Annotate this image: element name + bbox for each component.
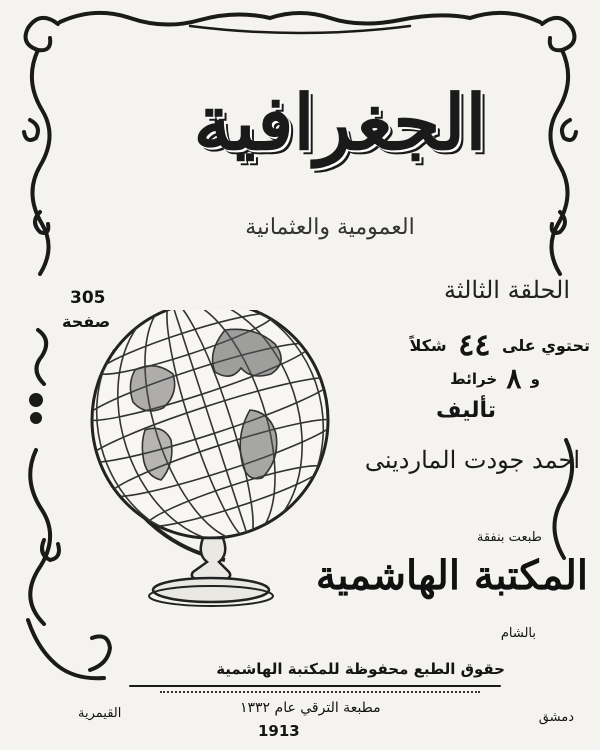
figures-word: شكلاً xyxy=(409,336,447,355)
maps-line xyxy=(450,362,540,395)
page-count-label: صفحة xyxy=(62,312,111,331)
printed-by-label: طبعت بنفقة xyxy=(476,530,542,545)
contains-prefix: تحتوي على xyxy=(502,336,590,355)
figures-number: ٤٤ xyxy=(458,328,491,363)
page-count-number: 305 xyxy=(70,288,106,308)
globe-illustration xyxy=(75,310,335,610)
maps-word: خرائط xyxy=(450,370,498,388)
imprint-place-right: دمشق xyxy=(538,710,574,725)
press-imprint: مطبعة الترقي عام ١٣٣٢ xyxy=(240,700,381,716)
author-name: احمد جودت الماردينى xyxy=(364,446,580,474)
volume-part: الحلقة الثالثة xyxy=(443,276,570,304)
figures-line xyxy=(409,328,590,363)
maps-prefix: و xyxy=(530,370,540,388)
publication-year: 1913 xyxy=(258,722,300,740)
divider-rule xyxy=(160,691,480,693)
maps-number: ٨ xyxy=(506,362,522,395)
author-label: تأليف xyxy=(436,398,496,423)
book-title: الجغرافية xyxy=(193,78,487,167)
imprint-place-left: القيمرية xyxy=(78,706,122,721)
publisher-name: المكتبة الهاشمية xyxy=(315,552,588,599)
copyright-notice: حقوق الطبع محفوظة للمكتبة الهاشمية xyxy=(216,660,505,678)
publisher-location: بالشام xyxy=(500,626,536,641)
book-subtitle: العمومية والعثمانية xyxy=(245,215,415,240)
